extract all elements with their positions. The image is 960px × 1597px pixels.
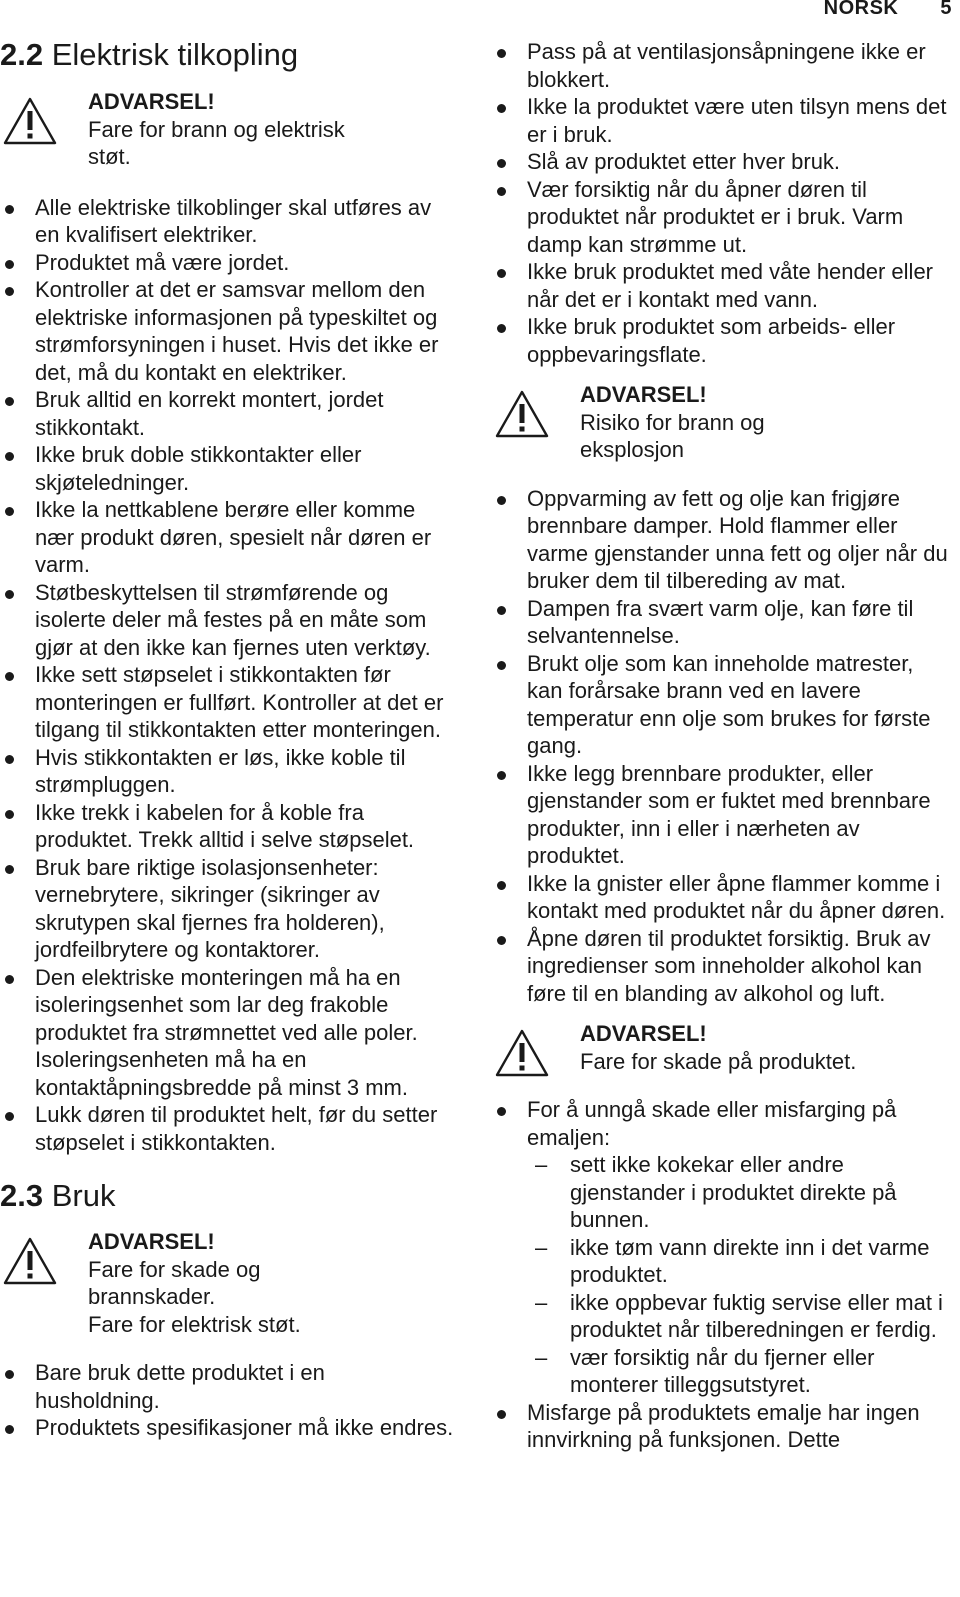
- list-item: Pass på at ventilasjonsåpningene ikke er blokkert.: [492, 38, 954, 93]
- header-language: NORSK: [823, 0, 899, 19]
- page-number: 5: [940, 0, 952, 19]
- dash-list-item: – ikke tøm vann direkte inn i det varme produktet.: [527, 1234, 954, 1289]
- list-item: Bruk bare riktige isolasjonsenheter: vernebrytere, sikringer (sikringer av skrutypen skal fjernes fra holderen), jordfeilbrytere og kontaktorer.: [0, 854, 455, 964]
- dash-list-item: – vær forsiktig når du fjerner eller monterer tilleggsutstyret.: [527, 1344, 954, 1399]
- list-item: Kontroller at det er samsvar mellom den elektriske informasjonen på typeskiltet og strømforsyningen i huset. Hvis det ikke er det, må du kontakt en elektriker.: [0, 276, 455, 386]
- list-item: Misfarge på produktets emalje har ingen innvirkning på funksjonen. Dette: [492, 1399, 954, 1454]
- warning-text: støt.: [88, 144, 131, 169]
- warning-text: Fare for brann og elektrisk: [88, 116, 345, 142]
- section-heading-2-2: [0, 35, 455, 75]
- list-item-text: For å unngå skade eller misfarging på emaljen:: [527, 1097, 897, 1150]
- list-item: Produktets spesifikasjoner må ikke endres.: [0, 1414, 455, 1442]
- list-item: Åpne døren til produktet forsiktig. Bruk av ingredienser som inneholder alkohol kan føre til en blanding av alkohol og luft.: [492, 925, 954, 1008]
- list-item: [492, 1096, 954, 1399]
- list-item: Vær forsiktig når du åpner døren til produktet når produktet er i bruk. Varm damp kan strømme ut.: [492, 176, 954, 259]
- warning-text: Risiko for brann og: [580, 409, 765, 435]
- warning-block-damage: [492, 1020, 954, 1075]
- warning-text: eksplosjon: [580, 437, 684, 462]
- right-column: [492, 0, 954, 1454]
- list-item: Ikke legg brennbare produkter, eller gjenstander som er fuktet med brennbare produkter, inn i eller i nærheten av produktet.: [492, 760, 954, 870]
- warning-block-use: [0, 1228, 455, 1338]
- warning-block-fire: [492, 381, 954, 464]
- list-item: Den elektriske monteringen må ha en isoleringsenhet som lar deg frakoble produktet fra strømnettet ved alle poler. Isoleringsenheten må ha en kontaktåpningsbredde på minst 3 mm.: [0, 964, 455, 1102]
- warning-title: ADVARSEL!: [88, 89, 215, 114]
- list-item: Støtbeskyttelsen til strømførende og isolerte deler må festes på en måte som gjør at den ikke kan fjernes uten verktøy.: [0, 579, 455, 662]
- list-item: Alle elektriske tilkoblinger skal utføres av en kvalifisert elektriker.: [0, 194, 455, 249]
- bullet-list-operation: [492, 38, 954, 368]
- warning-title: ADVARSEL!: [580, 1021, 707, 1046]
- section-number: 2.2: [0, 37, 44, 72]
- section-title: Bruk: [51, 1178, 116, 1213]
- list-item: Ikke sett støpselet i stikkontakten før monteringen er fullført. Kontroller at det er tilgang til stikkontakten etter monteringen.: [0, 661, 455, 744]
- bullet-list-fire: [492, 485, 954, 1008]
- warning-triangle-icon: [2, 1236, 58, 1286]
- dash-list-item: – sett ikke kokekar eller andre gjenstander i produktet direkte på bunnen.: [527, 1151, 954, 1234]
- list-item: Ikke bruk doble stikkontakter eller skjøteledninger.: [0, 441, 455, 496]
- warning-text: brannskader.: [88, 1284, 216, 1309]
- left-column: [0, 0, 455, 1442]
- list-item: Brukt olje som kan inneholde matrester, kan forårsake brann ved en lavere temperatur enn olje som brukes for første gang.: [492, 650, 954, 760]
- bullet-list-electrical: [0, 194, 455, 1157]
- dash-list-item: – ikke oppbevar fuktig servise eller mat i produktet når tilberedningen er ferdig.: [527, 1289, 954, 1344]
- list-item: Ikke la nettkablene berøre eller komme nær produkt døren, spesielt når døren er varm.: [0, 496, 455, 579]
- list-item: Dampen fra svært varm olje, kan føre til selvantennelse.: [492, 595, 954, 650]
- list-item: Ikke trekk i kabelen for å koble fra produktet. Trekk alltid i selve støpselet.: [0, 799, 455, 854]
- warning-title: ADVARSEL!: [580, 382, 707, 407]
- list-item: Ikke bruk produktet med våte hender eller når det er i kontakt med vann.: [492, 258, 954, 313]
- list-item: Hvis stikkontakten er løs, ikke koble til strømpluggen.: [0, 744, 455, 799]
- bullet-list-use: [0, 1359, 455, 1442]
- list-item: Produktet må være jordet.: [0, 249, 455, 277]
- list-item: Ikke la produktet være uten tilsyn mens det er i bruk.: [492, 93, 954, 148]
- warning-block-electric: [0, 88, 455, 171]
- dash-list: [527, 1151, 954, 1399]
- list-item: Bruk alltid en korrekt montert, jordet stikkontakt.: [0, 386, 455, 441]
- warning-text: Fare for elektrisk støt.: [88, 1311, 301, 1337]
- section-number: 2.3: [0, 1178, 44, 1213]
- section-title: Elektrisk tilkopling: [51, 37, 299, 72]
- warning-triangle-icon: [494, 389, 550, 439]
- warning-text: Fare for skade på produktet.: [580, 1048, 857, 1074]
- warning-title: ADVARSEL!: [88, 1229, 215, 1254]
- bullet-list-enamel: [492, 1096, 954, 1454]
- list-item: Ikke bruk produktet som arbeids- eller oppbevaringsflate.: [492, 313, 954, 368]
- list-item: Oppvarming av fett og olje kan frigjøre brennbare damper. Hold flammer eller varme gjenstander unna fett og oljer når du bruker dem til tilbereding av mat.: [492, 485, 954, 595]
- warning-text: Fare for skade og: [88, 1256, 261, 1282]
- list-item: Ikke la gnister eller åpne flammer komme i kontakt med produktet når du åpner døren.: [492, 870, 954, 925]
- warning-triangle-icon: [494, 1028, 550, 1078]
- section-heading-2-3: [0, 1176, 455, 1216]
- warning-triangle-icon: [2, 96, 58, 146]
- list-item: Lukk døren til produktet helt, før du setter støpselet i stikkontakten.: [0, 1101, 455, 1156]
- list-item: Slå av produktet etter hver bruk.: [492, 148, 954, 176]
- list-item: Bare bruk dette produktet i en husholdning.: [0, 1359, 455, 1414]
